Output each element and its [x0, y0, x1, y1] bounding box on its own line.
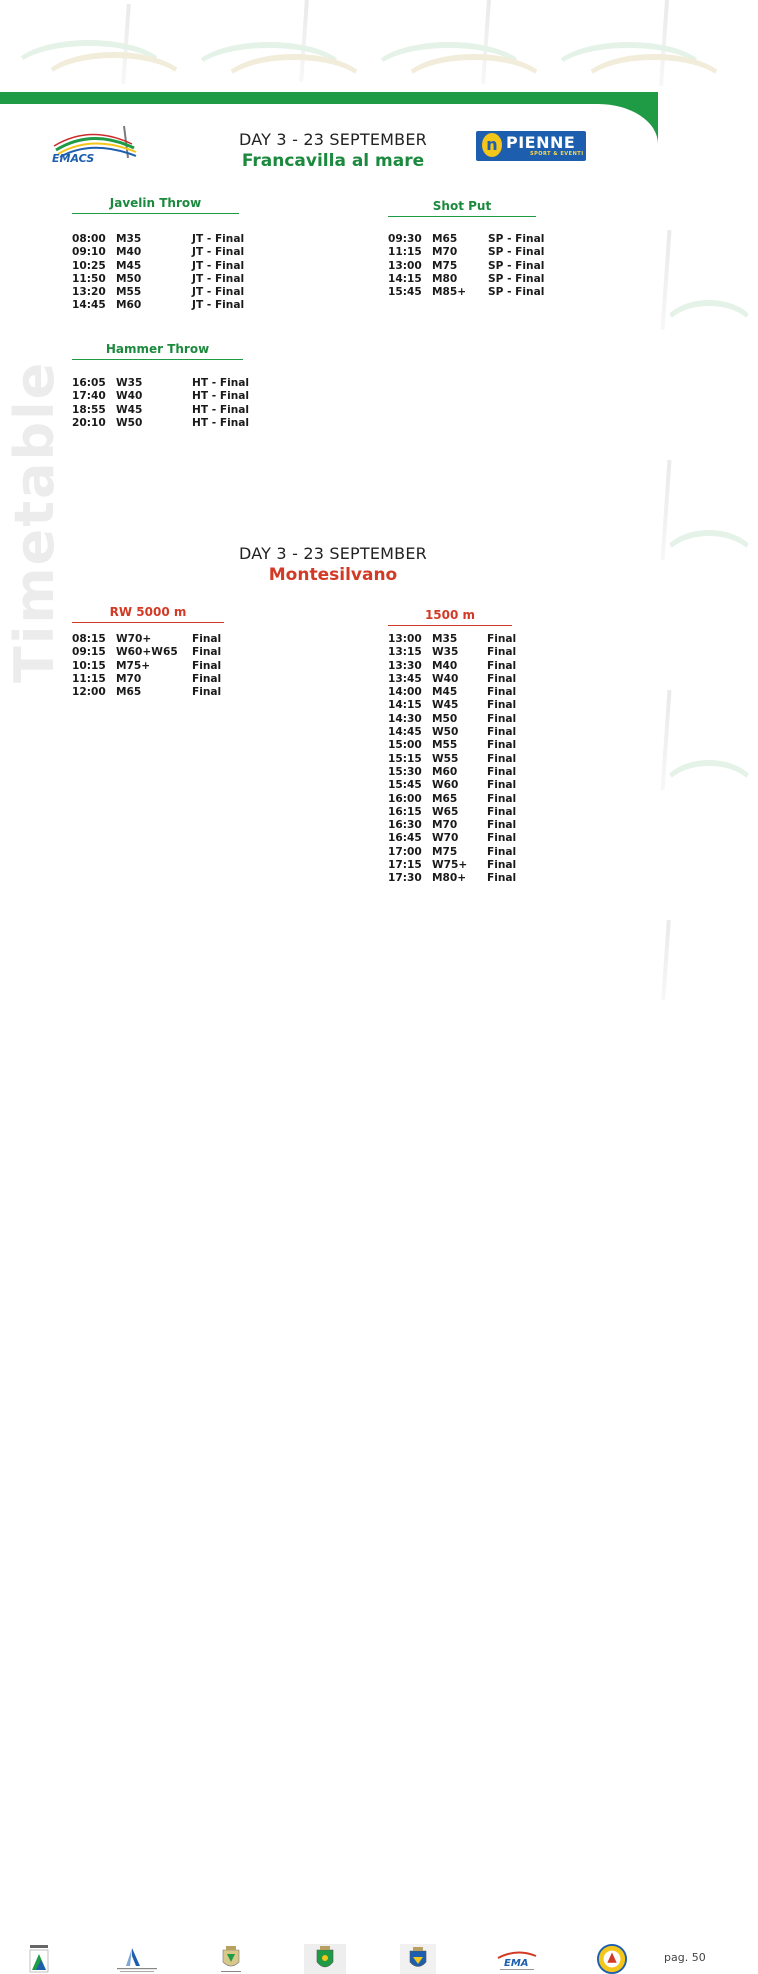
shotput-title: Shot Put: [388, 199, 536, 217]
event-time: 14:15: [388, 272, 422, 285]
event-round: SP - Final: [488, 272, 545, 285]
event-round: Final: [192, 659, 222, 672]
event-round: Final: [192, 672, 222, 685]
event-category: M40: [116, 246, 142, 259]
rw5000-title: RW 5000 m: [72, 605, 224, 623]
event-time: 13:00: [388, 259, 422, 272]
event-category: M50: [116, 272, 142, 285]
event-time: 17:30: [388, 872, 422, 885]
event-time: 15:00: [388, 739, 422, 752]
event-round: JT - Final: [192, 259, 245, 272]
event-round: Final: [487, 672, 517, 685]
event-time: 11:50: [72, 272, 106, 285]
event-category: W40: [432, 672, 459, 685]
comune-montesilvano-logo: [400, 1944, 436, 1974]
footer: [0, 966, 724, 1969]
event-round: JT - Final: [192, 286, 245, 299]
event-category: M75: [432, 259, 458, 272]
schedule-row: [388, 686, 588, 699]
day-line: DAY 3 - 23 SEPTEMBER: [239, 544, 427, 563]
event-round: Final: [192, 646, 222, 659]
schedule-row: [388, 699, 588, 712]
schedule-row: [388, 273, 588, 286]
schedule-row: [388, 779, 588, 792]
schedule-row: [388, 673, 588, 686]
event-round: Final: [487, 752, 517, 765]
event-time: 11:15: [72, 672, 106, 685]
event-round: SP - Final: [488, 233, 545, 245]
schedule-row: [72, 286, 272, 299]
event-round: JT - Final: [192, 233, 245, 245]
event-category: M65: [432, 233, 458, 245]
event-category: M35: [116, 233, 142, 245]
day-heading-montesilvano: [200, 544, 466, 585]
event-time: 11:15: [388, 246, 422, 259]
page-number: pag. 50: [664, 1951, 706, 1964]
emacs-logo: [52, 124, 138, 164]
event-category: M60: [432, 765, 458, 778]
event-round: Final: [487, 845, 517, 858]
event-category: M55: [116, 286, 142, 299]
schedule-row: [72, 246, 272, 259]
event-category: M80: [432, 272, 458, 285]
schedule-row: [388, 726, 588, 739]
venue-name: Francavilla al mare: [241, 151, 425, 171]
pienne-logo-text: PIENNE: [506, 133, 576, 152]
schedule-row: [388, 646, 588, 659]
event-round: Final: [192, 686, 222, 699]
event-time: 13:45: [388, 672, 422, 685]
event-time: 13:20: [72, 286, 106, 299]
event-time: 14:45: [72, 299, 106, 312]
event-time: 16:00: [388, 792, 422, 805]
event-category: W45: [116, 403, 143, 416]
event-time: 16:30: [388, 819, 422, 832]
rw5000-schedule: [72, 633, 272, 699]
event-category: W45: [432, 699, 459, 712]
event-round: Final: [487, 819, 517, 832]
regione-abruzzo-logo: [28, 1944, 50, 1974]
event-time: 08:00: [72, 233, 106, 245]
schedule-row: [72, 673, 272, 686]
m1500-title: 1500 m: [388, 608, 512, 626]
event-time: 17:40: [72, 390, 106, 403]
event-round: JT - Final: [192, 299, 245, 312]
pienne-logo-subtext: SPORT & EVENTI: [530, 151, 584, 157]
event-time: 14:00: [388, 686, 422, 699]
schedule-row: [388, 260, 588, 273]
event-round: Final: [487, 646, 517, 659]
event-round: Final: [487, 712, 517, 725]
pienne-logo-mark: n: [482, 133, 502, 157]
shotput-schedule: [388, 233, 588, 299]
schedule-row: [388, 660, 588, 673]
event-round: Final: [487, 779, 517, 792]
schedule-row: [72, 233, 272, 246]
event-time: 13:00: [388, 633, 422, 645]
event-round: Final: [487, 805, 517, 818]
schedule-row: [72, 633, 272, 646]
event-category: M70: [116, 672, 142, 685]
event-category: M80+: [432, 872, 467, 885]
event-category: W35: [432, 646, 459, 659]
event-category: M70: [432, 819, 458, 832]
schedule-row: [388, 766, 588, 779]
hammer-schedule: [72, 377, 272, 430]
event-time: 13:30: [388, 659, 422, 672]
schedule-row: [388, 832, 588, 845]
schedule-row: [72, 377, 272, 390]
event-time: 18:55: [72, 403, 106, 416]
schedule-row: [388, 233, 588, 246]
event-category: M85+: [432, 286, 467, 299]
event-round: Final: [487, 739, 517, 752]
event-time: 09:15: [72, 646, 106, 659]
event-time: 08:15: [72, 633, 106, 645]
fidal-logo: [596, 1944, 628, 1974]
event-time: 16:45: [388, 832, 422, 845]
event-round: Final: [487, 659, 517, 672]
schedule-row: [388, 793, 588, 806]
schedule-row: [72, 390, 272, 403]
schedule-row: [388, 739, 588, 752]
event-category: W35: [116, 377, 143, 389]
schedule-row: [388, 246, 588, 259]
schedule-row: [388, 753, 588, 766]
comune-pescara-logo: [218, 1944, 244, 1974]
ema-logo: [496, 1944, 538, 1974]
event-category: M75+: [116, 659, 151, 672]
schedule-row: [72, 260, 272, 273]
schedule-row: [72, 417, 272, 430]
event-category: W55: [432, 752, 459, 765]
event-time: 10:25: [72, 259, 106, 272]
event-time: 14:30: [388, 712, 422, 725]
event-round: Final: [487, 832, 517, 845]
event-time: 12:00: [72, 686, 106, 699]
event-category: M65: [432, 792, 458, 805]
schedule-row: [72, 646, 272, 659]
schedule-row: [388, 713, 588, 726]
event-category: M75: [432, 845, 458, 858]
event-round: HT - Final: [192, 377, 250, 389]
event-round: SP - Final: [488, 259, 545, 272]
day-heading-francavilla: [200, 130, 466, 171]
schedule-row: [72, 299, 272, 312]
event-round: HT - Final: [192, 416, 250, 429]
event-time: 13:15: [388, 646, 422, 659]
event-round: Final: [487, 872, 517, 885]
event-category: W50: [432, 726, 459, 739]
day-line: DAY 3 - 23 SEPTEMBER: [239, 130, 427, 149]
event-round: Final: [487, 792, 517, 805]
event-time: 14:45: [388, 726, 422, 739]
event-round: Final: [487, 699, 517, 712]
event-time: 15:15: [388, 752, 422, 765]
hammer-title: Hammer Throw: [72, 342, 243, 360]
event-round: Final: [487, 765, 517, 778]
event-round: HT - Final: [192, 390, 250, 403]
venue-name: Montesilvano: [268, 565, 398, 585]
event-round: Final: [487, 633, 517, 645]
schedule-row: [388, 819, 588, 832]
event-time: 14:15: [388, 699, 422, 712]
svg-text:EMA: EMA: [504, 1958, 529, 1969]
side-title: Timetable: [3, 360, 66, 683]
event-category: W70: [432, 832, 459, 845]
event-round: SP - Final: [488, 246, 545, 259]
event-category: W50: [116, 416, 143, 429]
event-time: 15:45: [388, 779, 422, 792]
schedule-row: [388, 286, 588, 299]
schedule-row: [388, 806, 588, 819]
event-time: 17:15: [388, 859, 422, 872]
schedule-row: [72, 660, 272, 673]
schedule-row: [72, 686, 272, 699]
event-time: 16:05: [72, 377, 106, 389]
event-category: M50: [432, 712, 458, 725]
event-category: M55: [432, 739, 458, 752]
event-time: 09:30: [388, 233, 422, 245]
schedule-row: [388, 846, 588, 859]
event-round: Final: [487, 859, 517, 872]
svg-text:EMACS: EMACS: [52, 152, 95, 165]
event-category: W75+: [432, 859, 468, 872]
event-category: W70+: [116, 633, 152, 645]
m1500-schedule: [388, 633, 588, 886]
event-time: 20:10: [72, 416, 106, 429]
event-category: W60+W65: [116, 646, 178, 659]
schedule-row: [388, 633, 588, 646]
ministero-logo: [112, 1944, 162, 1974]
javelin-schedule: [72, 233, 272, 313]
event-round: SP - Final: [488, 286, 545, 299]
event-category: M45: [116, 259, 142, 272]
javelin-title: Javelin Throw: [72, 196, 239, 214]
event-time: 15:45: [388, 286, 422, 299]
event-time: 17:00: [388, 845, 422, 858]
schedule-row: [72, 273, 272, 286]
event-category: M60: [116, 299, 142, 312]
event-time: 15:30: [388, 765, 422, 778]
schedule-row: [72, 404, 272, 417]
event-category: W40: [116, 390, 143, 403]
event-time: 10:15: [72, 659, 106, 672]
schedule-row: [388, 872, 588, 885]
event-category: M65: [116, 686, 142, 699]
event-round: Final: [192, 633, 222, 645]
event-category: M35: [432, 633, 458, 645]
event-category: W60: [432, 779, 459, 792]
schedule-row: [388, 859, 588, 872]
event-category: M45: [432, 686, 458, 699]
event-time: 09:10: [72, 246, 106, 259]
event-category: W65: [432, 805, 459, 818]
event-category: M40: [432, 659, 458, 672]
event-category: M70: [432, 246, 458, 259]
event-round: Final: [487, 726, 517, 739]
comune-francavilla-logo: [304, 1944, 346, 1974]
event-round: JT - Final: [192, 272, 245, 285]
event-time: 16:15: [388, 805, 422, 818]
pienne-logo: [476, 131, 586, 161]
event-round: JT - Final: [192, 246, 245, 259]
event-round: HT - Final: [192, 403, 250, 416]
event-round: Final: [487, 686, 517, 699]
